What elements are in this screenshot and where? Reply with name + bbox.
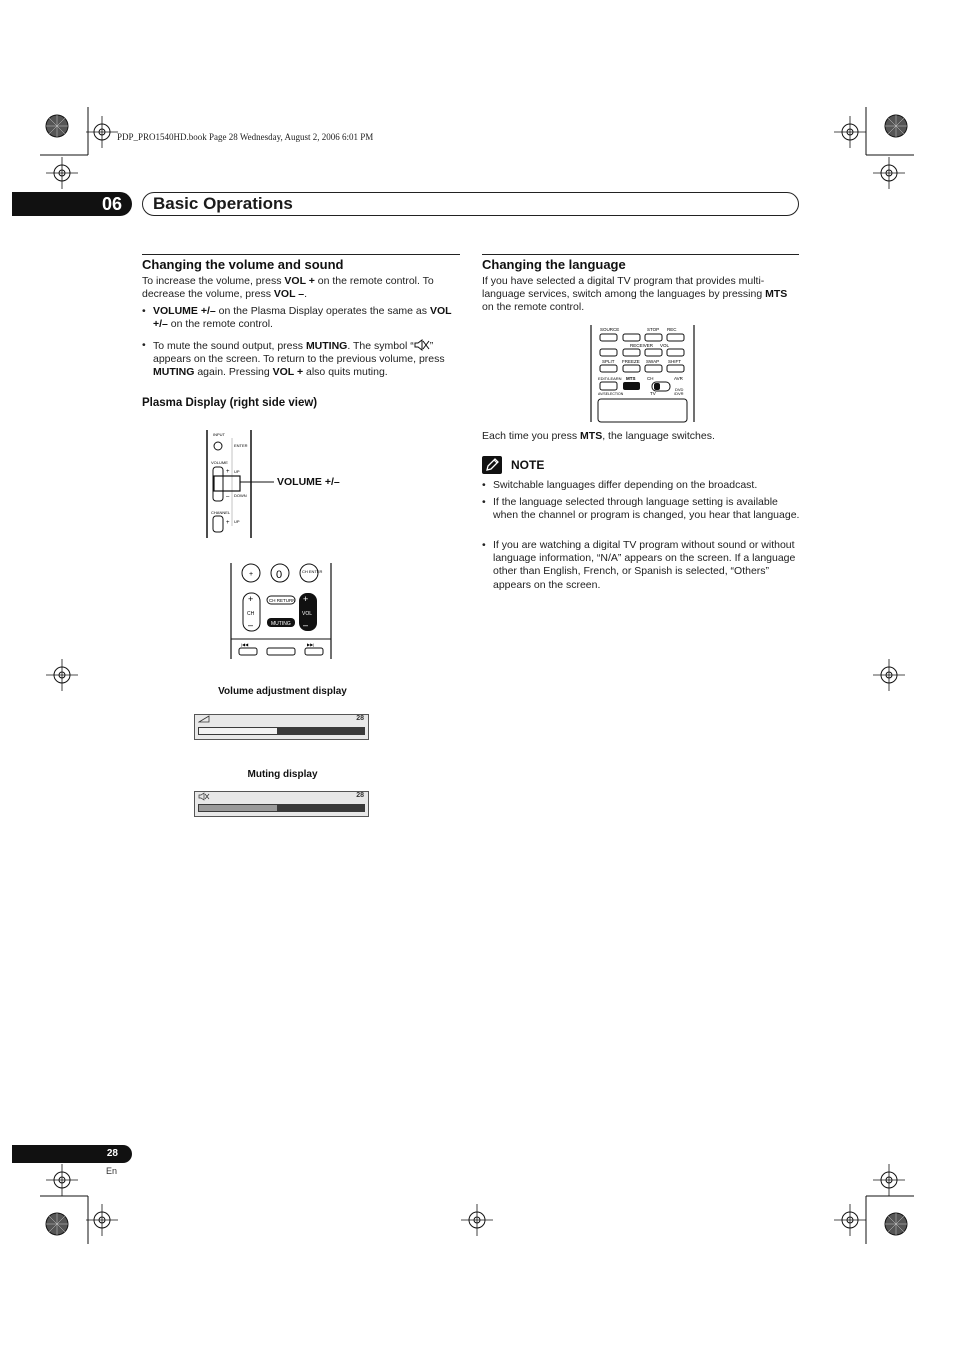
section-rule-right: [482, 254, 799, 255]
section-rule-left: [142, 254, 460, 255]
note-item-1: • Switchable languages differ depending on the broadcast.: [482, 479, 758, 491]
volume-leader-line: [240, 480, 276, 484]
panel-up-label-2: UP: [234, 519, 240, 524]
note-pencil-icon: [482, 456, 502, 474]
volume-display-caption: Volume adjustment display: [218, 686, 347, 697]
panel-enter-label: ENTER: [234, 443, 248, 448]
panel-input-label: INPUT: [213, 432, 225, 437]
remote-rec-label: REC: [667, 327, 677, 332]
remote-ch-enter: CH ENTER: [302, 569, 323, 574]
volume-plus-minus-label: VOLUME +/–: [277, 476, 340, 488]
remote-dvr-label: /DVR: [674, 391, 684, 396]
svg-text:–: –: [248, 620, 254, 630]
panel-vol-plus: +: [226, 469, 230, 475]
svg-text:–: –: [303, 620, 309, 630]
plasma-display-heading: Plasma Display (right side view): [142, 397, 318, 409]
remote-edit-label: EDIT/LEARN: [598, 376, 622, 381]
svg-text:0: 0: [276, 569, 283, 581]
volume-bar: [198, 727, 365, 735]
volume-level-value: 28: [356, 715, 364, 722]
language-after-remote: Each time you press MTS, the language switches.: [482, 430, 715, 442]
chapter-number: 06: [12, 192, 132, 216]
volume-ramp-icon: [198, 715, 210, 723]
remote-tv-label: TV: [650, 391, 656, 396]
panel-channel-label: CHANNEL: [211, 510, 231, 515]
remote-mts-section: [590, 325, 696, 423]
remote-ch-return: CH RETURN: [269, 598, 296, 603]
svg-text:▶▶|: ▶▶|: [307, 642, 315, 647]
muted-speaker-icon: [198, 792, 210, 801]
remote-ch-label: CH: [247, 611, 255, 617]
panel-up-label: UP: [234, 469, 240, 474]
svg-text:+: +: [249, 571, 254, 578]
remote-split-label: SPLIT: [602, 359, 615, 364]
language-intro: If you have selected a digital TV program that provides multi-language services, switch among the languages by pressing MTS on the remote control.: [482, 275, 788, 314]
remote-av-selection-label: AV/SELECTION: [598, 392, 624, 396]
language-code: En: [106, 1166, 118, 1176]
note-label: NOTE: [511, 458, 545, 472]
volume-osd: [194, 714, 369, 740]
muting-display-caption: Muting display: [247, 769, 318, 780]
remote-vol-label: VOL: [302, 611, 313, 617]
remote-swap-label: SWAP: [646, 359, 660, 364]
book-info-line: PDP_PRO1540HD.book Page 28 Wednesday, August 2, 2006 6:01 PM: [117, 132, 374, 142]
chapter-title: Basic Operations: [142, 192, 799, 216]
remote-stop-label: STOP: [647, 327, 660, 332]
remote-avr-label: AVR: [674, 376, 683, 381]
volume-intro: To increase the volume, press VOL + on the remote control. To decrease the volume, press VOL –.: [142, 275, 434, 301]
note-item-3: • If you are watching a digital TV program without sound or without language information, “N/A” appears on the screen. If a language other than English, French, or Spanish is selected, “Others” appears on the screen.: [482, 539, 796, 591]
remote-freeze-label: FREEZE: [622, 359, 640, 364]
volume-bar-fill: [199, 728, 277, 734]
svg-text:+: +: [248, 594, 254, 604]
muting-osd: [194, 791, 369, 817]
remote-muting-button: MUTING: [271, 621, 291, 627]
volume-bullet-2: • To mute the sound output, press MUTING. The symbol “ ” appears on the screen. To return to the previous volume, press MUTING again. Pressing VOL + also quits muting.: [142, 339, 445, 379]
panel-down-label: DOWN: [234, 493, 247, 498]
section-title-language: Changing the language: [482, 257, 626, 272]
muting-bar-fill: [199, 805, 277, 811]
remote-shift-label: SHIFT: [668, 359, 681, 364]
pencil-icon: [482, 456, 502, 474]
page-number: 28: [12, 1145, 132, 1163]
remote-volume-section: [229, 563, 333, 660]
muting-bar: [198, 804, 365, 812]
remote-source-label: SOURCE: [600, 327, 620, 332]
remote-ch-label-r: CH: [647, 376, 654, 381]
svg-text:+: +: [226, 520, 230, 526]
muting-symbol-icon: [414, 339, 430, 351]
volume-bullet-1: • VOLUME +/– on the Plasma Display operates the same as VOL +/– on the remote control.: [142, 305, 452, 331]
remote-dvd-label: DVD: [675, 387, 684, 392]
panel-vol-minus: –: [226, 494, 230, 500]
remote-vol-label-r: VOL: [660, 343, 670, 348]
remote-mts-label: MTS: [626, 376, 636, 381]
svg-text:+: +: [303, 594, 309, 604]
panel-volume-label: VOLUME: [211, 460, 228, 465]
note-item-2: • If the language selected through language setting is available when the channel or program is changed, you hear that language.: [482, 496, 800, 522]
muting-level-value: 28: [356, 792, 364, 799]
remote-receiver-label: RECEIVER: [630, 343, 654, 348]
section-title-volume: Changing the volume and sound: [142, 257, 344, 272]
svg-text:|◀◀: |◀◀: [241, 642, 249, 647]
